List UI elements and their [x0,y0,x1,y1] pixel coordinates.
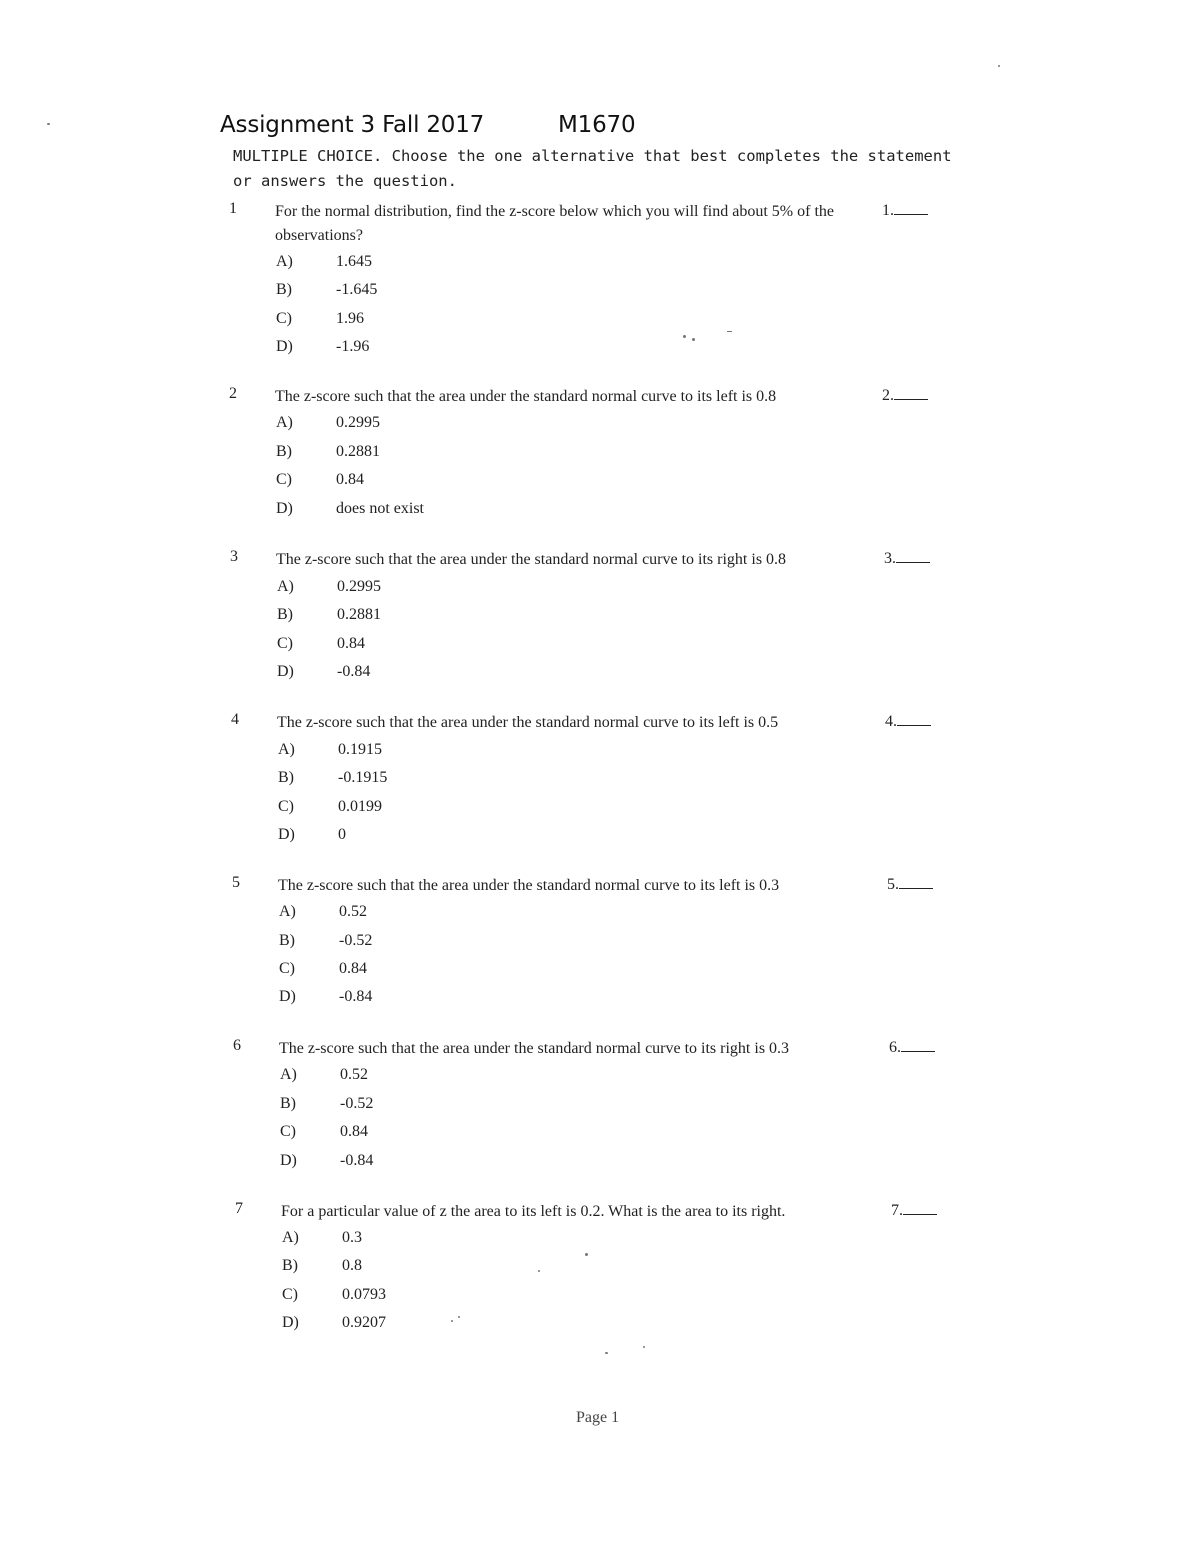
choice-letter: B) [277,606,293,623]
answer-blank[interactable] [891,1200,937,1220]
answer-line [903,1200,937,1215]
choice-letter: C) [279,960,295,977]
question-text: The z-score such that the area under the standard normal curve to its left is 0.8 [275,388,777,405]
choice-b [278,769,387,787]
answer-number: 4. [885,713,897,730]
answer-blank[interactable] [882,385,928,405]
choice-letter: B) [278,769,294,786]
page-number: Page 1 [576,1409,620,1426]
choice-value: 0.52 [339,903,367,920]
choice-letter: D) [276,338,293,355]
choice-c [279,960,367,978]
answer-line [894,200,928,215]
choice-value: 0.84 [340,1123,368,1140]
choice-b [277,606,381,624]
choice-value: 0.2881 [337,606,381,623]
choice-c [276,471,364,489]
choice-b [280,1095,373,1113]
question-text: For a particular value of z the area to its left is 0.2. What is the area to its right. [281,1203,786,1220]
choice-value: -0.52 [340,1095,374,1112]
answer-number: 2. [882,387,894,404]
answer-number: 6. [889,1039,901,1056]
scan-speck [727,331,732,332]
choice-letter: A) [276,253,293,270]
answer-line [897,711,931,726]
question-number: 5 [232,874,240,891]
choice-d [276,338,369,356]
choice-value: 0.2995 [337,578,381,595]
choice-value: 0.52 [340,1066,368,1083]
answer-blank[interactable] [884,548,930,568]
question-number: 4 [231,711,239,728]
choice-value: 0.2995 [336,414,380,431]
choice-letter: C) [276,471,292,488]
choice-d [278,826,346,844]
choice-value: -0.1915 [338,769,388,786]
choice-letter: C) [278,798,294,815]
choice-letter: D) [276,500,293,517]
choice-value: 0.1915 [338,741,382,758]
scan-speck [458,1316,460,1318]
choice-letter: A) [276,414,293,431]
choice-letter: A) [279,903,296,920]
scan-speck [692,338,695,341]
scan-speck [538,1270,540,1272]
choice-a [276,253,372,271]
choice-letter: D) [277,663,294,680]
course-code: M1670 [558,112,636,138]
scan-speck [451,1320,453,1322]
choice-letter: D) [278,826,295,843]
scan-speck [998,65,1000,67]
choice-value: -0.84 [339,988,373,1005]
question-number: 3 [230,548,238,565]
answer-number: 1. [882,202,894,219]
choice-letter: C) [282,1286,298,1303]
choice-value: 0.8 [342,1257,362,1274]
question-number: 6 [233,1037,241,1054]
scan-speck [47,123,50,125]
assignment-header [220,112,636,138]
choice-d [279,988,372,1006]
choice-c [278,798,382,816]
question-text: The z-score such that the area under the standard normal curve to its right is 0.3 [279,1040,790,1057]
choice-value: 0.84 [339,960,367,977]
choice-value: -1.645 [336,281,378,298]
choice-value: -0.84 [337,663,371,680]
answer-line [896,548,930,563]
choice-d [280,1152,373,1170]
choice-value: -0.52 [339,932,373,949]
scan-speck [585,1253,588,1256]
choice-value: 0.0199 [338,798,382,815]
choice-letter: A) [278,741,295,758]
choice-c [276,310,364,328]
question-number: 1 [229,200,237,217]
choice-value: 0.84 [337,635,365,652]
choice-value: 0.84 [336,471,364,488]
answer-blank[interactable] [885,711,931,731]
choice-c [280,1123,368,1141]
question-text: For the normal distribution, find the z-score below which you will find about 5% of the observations? [275,203,834,244]
choice-c [282,1286,386,1304]
choice-a [280,1066,368,1084]
choice-value: 0.3 [342,1229,362,1246]
choice-value: 1.96 [336,310,364,327]
answer-number: 3. [884,550,896,567]
choice-b [282,1257,362,1275]
choice-letter: B) [276,443,292,460]
choice-letter: D) [279,988,296,1005]
question-text: The z-score such that the area under the standard normal curve to its left is 0.5 [277,714,779,731]
answer-line [894,385,928,400]
choice-b [276,281,377,299]
answer-blank[interactable] [882,200,928,220]
answer-line [899,874,933,889]
choice-d [276,500,424,518]
choice-letter: D) [280,1152,297,1169]
scan-speck [643,1346,645,1348]
choice-letter: A) [277,578,294,595]
choice-b [276,443,380,461]
choice-letter: A) [282,1229,299,1246]
choice-letter: B) [282,1257,298,1274]
choice-letter: C) [280,1123,296,1140]
choice-d [277,663,370,681]
answer-line [901,1037,935,1052]
choice-d [282,1314,386,1332]
choice-value: -0.84 [340,1152,374,1169]
question-number: 2 [229,385,237,402]
question-text: The z-score such that the area under the standard normal curve to its right is 0.8 [276,551,787,568]
answer-blank[interactable] [889,1037,935,1057]
scan-speck [605,1352,608,1354]
choice-a [278,741,382,759]
choice-a [277,578,381,596]
choice-letter: B) [276,281,292,298]
instructions: MULTIPLE CHOICE. Choose the one alternative that best completes the statement or answers the question. [233,147,952,190]
choice-letter: B) [280,1095,296,1112]
choice-value: 0.0793 [342,1286,386,1303]
choice-b [279,932,372,950]
choice-value: 0.9207 [342,1314,386,1331]
answer-number: 7. [891,1202,903,1219]
choice-letter: C) [277,635,293,652]
choice-value: -1.96 [336,338,370,355]
choice-letter: D) [282,1314,299,1331]
answer-blank[interactable] [887,874,933,894]
question-text: The z-score such that the area under the standard normal curve to its left is 0.3 [278,877,780,894]
choice-value: 0 [338,826,346,843]
choice-a [282,1229,362,1247]
scan-speck [683,335,686,338]
choice-letter: C) [276,310,292,327]
question-number: 7 [235,1200,243,1217]
choice-letter: A) [280,1066,297,1083]
answer-number: 5. [887,876,899,893]
choice-a [276,414,380,432]
assignment-title: Assignment 3 Fall 2017 [220,112,485,138]
choice-value: does not exist [336,500,424,517]
choice-a [279,903,367,921]
choice-value: 1.645 [336,253,372,270]
choice-c [277,635,365,653]
choice-value: 0.2881 [336,443,380,460]
choice-letter: B) [279,932,295,949]
